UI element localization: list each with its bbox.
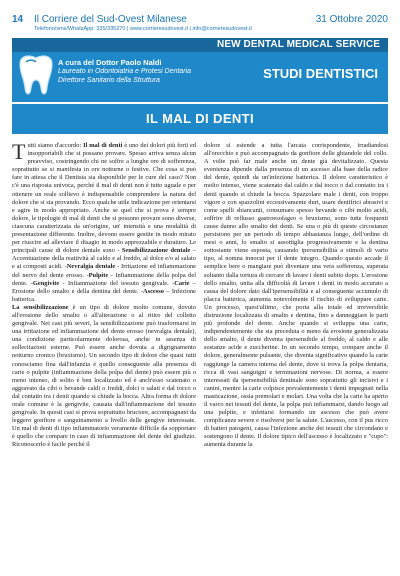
term: Nevralgia dentale [66, 263, 116, 271]
article-paragraph [12, 142, 196, 304]
contact-line: Telefono/sms/WhatsApp: 335/335270 | www.corrieresudovest.it | info@corrieresudovest.it [34, 26, 252, 32]
definition: - Infiammazione del tessuto gengivale. - [59, 279, 175, 287]
clinic-name: NEW DENTAL MEDICAL SERVICE [217, 39, 380, 50]
term: Ascesso [142, 287, 164, 295]
drop-cap: T [12, 142, 26, 164]
definition: – Erosione dello smalto e della dentina del dente. - [12, 279, 196, 295]
definition: - Irritazione ed infiammazione del nervo del dente erosso. - [12, 263, 196, 279]
newspaper-name: Il Corriere del Sud-Ovest Milanese [34, 14, 187, 25]
body-text: è uno dei dolori più forti ed insopportabili che si possano provare. Spesso arriva senza alcun preavviso, costringendo chi ne soffre a lunghe ore di sofferenza, soprattutto se si manifesta in ore notturne o festive. Che cosa si può fare in attesa che il Dentista sia disponibile per le cure del caso? Non c'è una risposta univoca, perché il mal di denti non è tutto uguale e per ottenere un reale sollievo è indispensabile comprendere la natura del dolore che si sta provando. Ecco qualche utile indicazione per orientarsi e agire in modo appropriato. Anche se quel che si prova è sempre dolore, le tipologie di mal di denti che si possono provare sono diverse, ciascuna caratterizzata da un'origine, un' intensità e una modalità di presentazione differente. Inoltre, devono essere gestite in modo mirato per riuscire ad alleviare il disagio in modo apprezzabile e duraturo. Le principali cause di dolore dentale sono - [12, 142, 196, 255]
author-name: A cura del Dottor Paolo Naldi [58, 58, 162, 67]
banner-strip [12, 38, 388, 52]
article-paragraph [12, 304, 196, 450]
definition: - Infiammazione della polpa del dente. - [12, 271, 196, 287]
article-title-bar [12, 104, 388, 134]
author-degree: Laureato in Odontoiatria e Protesi Dentaria [58, 68, 192, 75]
term: Gengivite [32, 279, 60, 287]
article-title: IL MAL DI DENTI [145, 111, 255, 126]
body-text: utti siamo d'accordo: [27, 142, 84, 149]
author-block [58, 58, 191, 85]
article-column-left [12, 142, 196, 572]
author-role: Direttore Sanitario della Struttura [58, 77, 160, 84]
term: Pulpite [88, 271, 109, 279]
body-text: è un tipo di dolore molto comune, dovuto all'erosione dello smalto o all'alterazione o al ritiro del colletto gengivale. Nei casi più severi, la sensibilizzazione può trasformarsi in una irritazione ed infiammazione del dente erosso (nevralgia dentale), una condizione particolarmente dolorosa, anche in assenza di sollecitazioni esterne. Può essere anche dovuta a digrignamento notturno cronico (bruxismo). Un secondo tipo di dolore che quasi tutti conosciamo fina dall'infanzia è quello conseguente alla presenza di carie o pulpite (infiammazione della polpa del dente) può essere più o meno intenso, di solito è ben localizzato ed è anch'esso scatenato o aggravato da cibi o bevande caldi o freddi, dolci o salati e dal tocco o dal contatto tra i denti quando si chiude la bocca. Altra forma di dolore orale comune è la gengivite, causata dall'infiammazione del tessuto gengivale. In questi casi si prova soprattutto bruciore, accompagnato da leggero gonfiore e sanguinamento a livello delle gengive interessate. Un mal di denti di tipo infiammatorio veramente difficile da sopportare è quello che compare in caso di infiammazione del dente del giudizio. Riconoscerlo è facile perché il [12, 303, 196, 449]
page-header [12, 14, 388, 40]
body-bold: La sensibilizzazione [12, 303, 69, 311]
article-column-right [204, 142, 388, 572]
body-bold: Il mal di denti [83, 142, 123, 149]
issue-date: 31 Ottobre 2020 [315, 14, 388, 25]
definition: – Infezione batterica. [12, 287, 196, 303]
column-banner [12, 38, 388, 102]
term: Carie [174, 279, 190, 287]
page-number: 14 [12, 14, 24, 25]
section-title: STUDI DENTISTICI [263, 66, 378, 81]
tooth-logo-icon [14, 50, 58, 100]
term: Sensibilizzazione dentale [121, 247, 191, 255]
article-paragraph: dolore si estende a tutta l'arcata corrispondente, irradiandosi all'orecchio e può accompagnato da gonfiore delle ghiandole del collo. A volte può far male anche un dente già devitalizzato. Questa evenienza dipende dalla presenza di un ascesso alla base della radice del dente, quindi da un'infezione batterica. Il dolore caratteristico è molto intenso, viene scatenato dal caldo e dal tocco o dal contatto tra i denti quando si chiude la bocca. Spazzolare male i denti, con troppo vigore o con spazzolini eccessivamente duri, usare dentifrici abrasivi e come spelli sbiancanti, consumare spesso bevande o cibi molto acidi, soffrire di reflusso gastroesofageo o bruxismo, sono tutte frequenti cause danno allo smalto dei denti. Se una o più di queste circostanze persistono per un periodo di tempo abbastanza lungo, dell'ordine di mesi o anni, lo smalto si assottiglia progressivamente e la dentina sottostante viene esposta, causando ipersensibilità a stimoli di vario tipo, al nomna innocui per il dente integro. Quando questo accade il semplice bere o mangiare può diventare una vera sofferenza, superata soltanto dalla tortura di cercare di lavare i denti subito dopo. L'erosione dello smalto, unita alla difficoltà di lavare i denti in modo accurato a causa del dolore dato dall'ipersensibilità e al conseguente accumulo di placca batterica, aumenta notevolmente il rischio di sviluppare carie. Un processo, quest'ultimo, che porta alla totale ed irreversibile distruzione localizzata di smalto e dentina, fino a danneggiare le parti più profonde del dente. Anche quando si sviluppa una carie, indipendentemente che sia preceduta o meno da erosione generalizzata dello smalto, il dente diventa ipersensibile al freddo, al caldo e alle sostanze acide e zuccherine. In un secondo tempo, compare anche il dolore, generalmente pulsante, che diventa significativo quando la carie raggiunge la camera interna del dente, dove si trova la polpa dentaria, ricca di vasi sanguigni e terminazioni nervose. Di norma, a essere interessati da ipersensibilità dentinale sono soprattutto gli incisivi e i canini, mentre la carie colpisce prevalentemente i denti impegnati nella masticazione, ossia premolari e molari. Una volta che la carie ha aperto il varco nei tessuti del dente, la polpa può infiammarsi, dando luogo ad una pulpite, e infettarsi formando un ascesso che può avere complicanze severe e risolversi per la salute. L'ascesso, con il pus ricco di batteri patogeni, causa l'infezione anche dei tessuti che circondano e sostengono il dente. Il dolore tipico dell'ascesso è localizzato e "cupo": aumenta durante la [204, 142, 388, 449]
definition: – Accentuazione della reattività al caldo e al freddo, al dolce e/o al salato e ai composti acidi. - [12, 247, 196, 271]
